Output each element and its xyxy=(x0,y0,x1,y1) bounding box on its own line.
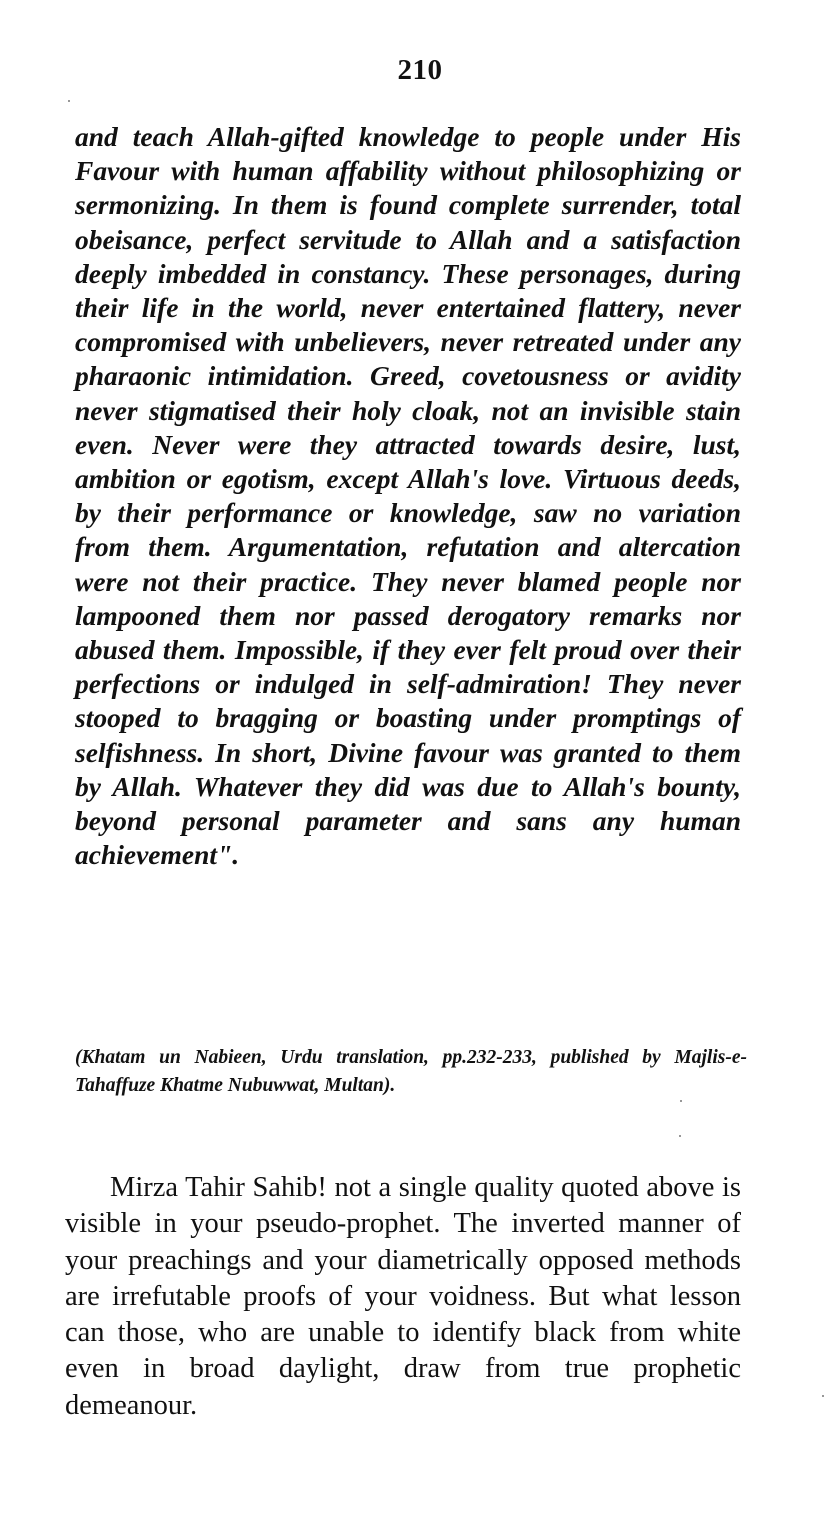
scan-speck xyxy=(68,100,70,102)
scan-speck xyxy=(679,1135,681,1137)
citation: (Khatam un Nabieen, Urdu translation, pp.232-233, published by Majlis-e-Tahaffuze Khatme Nubuwwat, Multan). xyxy=(75,1047,747,1096)
scan-speck xyxy=(680,1100,682,1102)
commentary-paragraph: Mirza Tahir Sahib! not a single quality quoted above is visible in your pseudo-prophet. The inverted manner of your preachings and your diametrically opposed methods are irrefutable proofs of your voidness. But what lesson can those, who are unable to identify black from white even in broad daylight, draw from true prophetic demeanour. xyxy=(65,1172,741,1421)
scan-speck xyxy=(822,1395,824,1397)
page-number: 210 xyxy=(397,54,443,86)
quoted-passage: and teach Allah-gifted knowledge to people under His Favour with human affability without philosophizing or sermonizing. In them is found complete surrender, total obeisance, perfect servitude to Allah and a satisfaction deeply imbedded in constancy. These personages, during their life in the world, never entertained flattery, never compromised with unbelievers, never retreated under any pharaonic intimidation. Greed, covetousness or avidity never stigmatised their holy cloak, not an invisible stain even. Never were they attracted towards desire, lust, ambition or egotism, except Allah's love. Virtuous deeds, by their performance or knowledge, saw no variation from them. Argumentation, refutation and altercation were not their practice. They never blamed people nor lampooned them nor passed derogatory remarks nor abused them. Impossible, if they ever felt proud over their perfections or indulged in self-admiration! They never stooped to bragging or boasting under promptings of selfishness. In short, Divine favour was granted to them by Allah. Whatever they did was due to Allah's bounty, beyond personal parameter and sans any human achievement". xyxy=(75,121,741,871)
